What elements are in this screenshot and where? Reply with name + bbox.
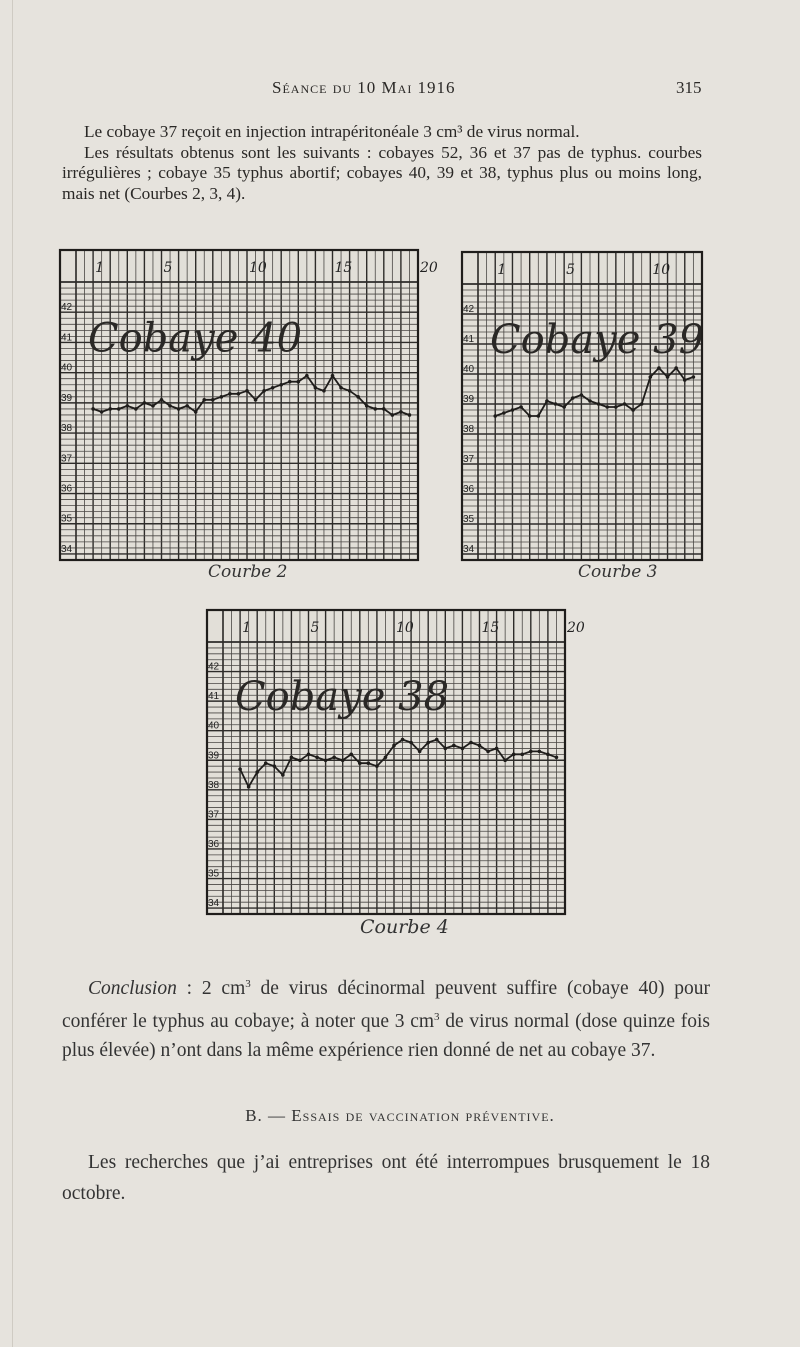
y-tick-label: 42 xyxy=(463,304,475,315)
temperature-point xyxy=(279,383,283,387)
y-tick-label: 39 xyxy=(463,394,475,405)
chart-title: Cobaye 38 xyxy=(235,674,450,720)
intro-line-2: Les résultats obtenus sont les suivants : cobayes 52, 36 et 37 pas de typhus. courbes irrégulières ; cobaye 35 typhus abortif; cobayes 40, 39 et 38, typhus plus ou moins long, mais net (Courbes 2, 3, 4). xyxy=(62,142,702,203)
temperature-point xyxy=(571,396,575,400)
temperature-point xyxy=(332,756,336,760)
y-tick-label: 38 xyxy=(208,779,220,791)
temperature-point xyxy=(91,407,95,411)
temperature-point xyxy=(373,407,377,411)
running-head xyxy=(0,78,800,102)
chart-background xyxy=(60,250,418,560)
temperature-point xyxy=(288,380,292,384)
temperature-point xyxy=(562,405,566,409)
temperature-point xyxy=(356,395,360,399)
temperature-point xyxy=(546,753,550,757)
temperature-point xyxy=(503,758,507,762)
temperature-point xyxy=(555,756,559,760)
temperature-point xyxy=(461,747,465,751)
temperature-point xyxy=(426,741,430,745)
temperature-point xyxy=(529,750,533,754)
chart-caption-courbe-3: Courbe 3 xyxy=(578,562,658,582)
y-tick-label: 34 xyxy=(208,898,220,910)
temperature-point xyxy=(375,764,379,768)
temperature-point xyxy=(486,750,490,754)
section-title: B. — Essais de vaccination préventive. xyxy=(245,1106,555,1125)
x-tick-label: 10 xyxy=(249,260,267,276)
y-tick-label: 42 xyxy=(61,302,73,314)
page-edge xyxy=(12,0,13,1347)
temperature-point xyxy=(502,411,506,415)
temperature-point xyxy=(674,366,678,370)
y-tick-label: 41 xyxy=(61,332,73,344)
y-tick-label: 37 xyxy=(208,809,220,821)
y-tick-label: 35 xyxy=(208,868,220,880)
temperature-point xyxy=(493,414,497,418)
temperature-point xyxy=(640,402,644,406)
y-tick-label: 36 xyxy=(463,484,475,495)
temperature-point xyxy=(528,414,532,418)
y-tick-label: 40 xyxy=(208,720,220,732)
conclusion-text-a: : 2 cm xyxy=(176,978,246,999)
chart-caption-courbe-2: Courbe 2 xyxy=(208,562,288,582)
chart-background xyxy=(207,610,565,914)
temperature-point xyxy=(683,378,687,382)
temperature-point xyxy=(307,753,311,757)
y-tick-label: 34 xyxy=(61,543,73,555)
x-tick-label: 20 xyxy=(567,620,585,636)
closing-paragraph: Les recherches que j’ai entreprises ont été interrompues brusquement le 18 octobre. xyxy=(62,1152,710,1204)
temperature-point xyxy=(331,374,335,378)
temperature-point xyxy=(228,392,232,396)
temperature-point xyxy=(358,761,362,765)
temperature-point xyxy=(392,744,396,748)
temperature-point xyxy=(339,386,343,390)
temperature-point xyxy=(452,744,456,748)
y-tick-label: 38 xyxy=(463,424,475,435)
chart-cobaye-38 xyxy=(205,608,585,916)
temperature-point xyxy=(511,408,515,412)
conclusion-label: Conclusion xyxy=(88,978,177,999)
temperature-point xyxy=(580,393,584,397)
temperature-point xyxy=(444,747,448,751)
conclusion-text-c: de virus normal (dose quinze fois plus élevée) n’ont dans la même expérience rien donné de net au cobaye 37. xyxy=(62,1011,711,1061)
temperature-point xyxy=(168,404,172,408)
temperature-point xyxy=(126,404,130,408)
temperature-point xyxy=(382,407,386,411)
temperature-point xyxy=(614,405,618,409)
x-tick-label: 10 xyxy=(396,620,414,636)
temperature-point xyxy=(281,773,285,777)
temperature-point xyxy=(408,413,412,417)
x-tick-label: 15 xyxy=(481,620,500,636)
x-tick-label: 1 xyxy=(242,620,252,636)
temperature-point xyxy=(495,747,499,751)
temperature-point xyxy=(245,389,249,393)
temperature-point xyxy=(399,410,403,414)
y-tick-label: 35 xyxy=(61,513,73,525)
temperature-point xyxy=(185,404,189,408)
temperature-point xyxy=(314,386,318,390)
y-tick-label: 37 xyxy=(463,454,475,465)
temperature-point xyxy=(211,398,215,402)
conclusion-text-b: de virus décinormal peuvent suffire (cobaye 40) pour conférer le typhus au cobaye; à noter que 3 cm xyxy=(62,978,710,1032)
x-tick-label: 1 xyxy=(497,262,507,278)
intro-line-1: Le cobaye 37 reçoit en injection intrapéritonéale 3 cm³ de virus normal. xyxy=(84,122,580,141)
temperature-point xyxy=(322,389,326,393)
temperature-point xyxy=(255,770,259,774)
temperature-point xyxy=(297,380,301,384)
temperature-point xyxy=(605,405,609,409)
y-tick-label: 42 xyxy=(208,661,220,673)
temperature-point xyxy=(271,386,275,390)
temperature-point xyxy=(519,405,523,409)
chart-title: Cobaye 40 xyxy=(88,315,303,362)
temperature-point xyxy=(315,756,319,760)
temperature-point xyxy=(409,741,413,745)
temperature-point xyxy=(520,753,524,757)
temperature-point xyxy=(692,375,696,379)
y-tick-label: 40 xyxy=(61,362,73,374)
y-tick-label: 36 xyxy=(61,483,73,495)
temperature-point xyxy=(220,395,224,399)
temperature-point xyxy=(418,750,422,754)
x-tick-label: 5 xyxy=(310,620,320,636)
chart-caption-courbe-4: Courbe 4 xyxy=(360,916,449,938)
y-tick-label: 35 xyxy=(463,514,475,525)
temperature-point xyxy=(341,758,345,762)
y-tick-label: 36 xyxy=(208,838,220,850)
temperature-point xyxy=(597,402,601,406)
x-tick-label: 20 xyxy=(420,260,438,276)
chart-cobaye-40 xyxy=(58,248,438,562)
temperature-point xyxy=(623,402,627,406)
temperature-point xyxy=(435,738,439,742)
x-tick-label: 10 xyxy=(652,262,671,278)
conclusion-sup-a: 3 xyxy=(245,978,251,990)
temperature-point xyxy=(478,744,482,748)
temperature-point xyxy=(545,399,549,403)
temperature-point xyxy=(134,407,138,411)
page-number: 315 xyxy=(676,78,702,97)
temperature-point xyxy=(194,410,198,414)
temperature-point xyxy=(401,738,405,742)
y-tick-label: 34 xyxy=(463,544,475,555)
chart-title: Cobaye 39 xyxy=(490,317,705,363)
temperature-point xyxy=(554,402,558,406)
y-tick-label: 41 xyxy=(208,691,220,703)
y-tick-label: 40 xyxy=(463,364,475,375)
temperature-point xyxy=(588,399,592,403)
x-tick-label: 15 xyxy=(334,260,353,276)
temperature-point xyxy=(254,398,258,402)
conclusion-sup-b: 3 xyxy=(434,1011,440,1023)
y-tick-label: 37 xyxy=(61,453,73,465)
conclusion-paragraph xyxy=(62,970,710,1065)
temperature-point xyxy=(391,413,395,417)
temperature-point xyxy=(177,407,181,411)
temperature-point xyxy=(631,408,635,412)
temperature-point xyxy=(100,410,104,414)
temperature-point xyxy=(264,761,268,765)
intro-paragraph xyxy=(62,122,702,204)
y-tick-label: 38 xyxy=(61,423,73,435)
y-tick-label: 39 xyxy=(61,392,73,404)
running-head-title: Séance du 10 Mai 1916 xyxy=(272,78,456,97)
temperature-point xyxy=(262,389,266,393)
temperature-point xyxy=(348,389,352,393)
y-tick-label: 41 xyxy=(463,334,475,345)
temperature-point xyxy=(349,753,353,757)
temperature-point xyxy=(512,753,516,757)
temperature-point xyxy=(290,756,294,760)
temperature-point xyxy=(237,392,241,396)
temperature-point xyxy=(143,401,147,405)
temperature-point xyxy=(666,375,670,379)
temperature-point xyxy=(160,398,164,402)
temperature-point xyxy=(273,764,277,768)
temperature-point xyxy=(305,374,309,378)
temperature-point xyxy=(657,366,661,370)
temperature-point xyxy=(117,407,121,411)
x-tick-label: 5 xyxy=(163,260,173,276)
temperature-point xyxy=(151,404,155,408)
temperature-point xyxy=(365,404,369,408)
chart-cobaye-39 xyxy=(460,250,704,562)
temperature-point xyxy=(247,785,251,789)
temperature-point xyxy=(538,750,542,754)
temperature-point xyxy=(537,414,541,418)
x-tick-label: 1 xyxy=(95,260,105,276)
temperature-point xyxy=(367,761,371,765)
x-tick-label: 5 xyxy=(566,262,576,278)
temperature-point xyxy=(108,407,112,411)
temperature-point xyxy=(324,758,328,762)
temperature-point xyxy=(649,375,653,379)
temperature-point xyxy=(238,767,242,771)
y-tick-label: 39 xyxy=(208,750,220,762)
temperature-point xyxy=(384,756,388,760)
temperature-point xyxy=(469,741,473,745)
temperature-point xyxy=(298,758,302,762)
temperature-point xyxy=(202,398,206,402)
